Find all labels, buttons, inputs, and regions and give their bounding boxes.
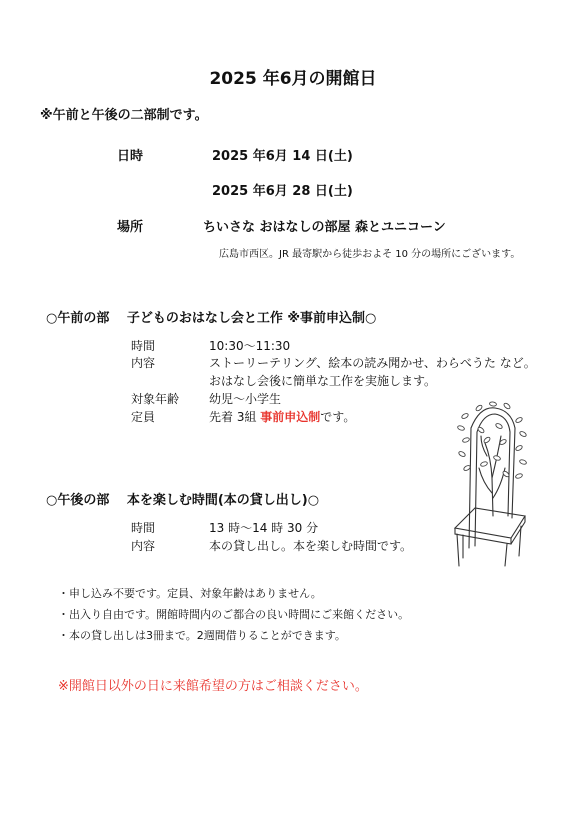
note-no-registration: ・申し込み不要です。定員、対象年齢はありません。 bbox=[58, 587, 322, 600]
subtitle-note: ※午前と午後の二部制です。 bbox=[40, 108, 208, 123]
date-2: 2025 年6月 28 日(土) bbox=[212, 184, 353, 199]
morning-time-label: 時間 bbox=[131, 339, 156, 353]
note-lending-limit: ・本の貸し出しは3冊まで。2週間借りることができます。 bbox=[58, 629, 346, 642]
afternoon-content: 本の貸し出し。本を楽しむ時間です。 bbox=[209, 539, 413, 553]
morning-content-line-2: おはなし会後に簡単な工作を実施します。 bbox=[209, 374, 437, 388]
access-note: 広島市西区。JR 最寄駅から徒歩およそ 10 分の場所にございます。 bbox=[219, 249, 521, 260]
morning-content-label: 内容 bbox=[131, 356, 156, 370]
capacity-text: 先着 3組 bbox=[209, 410, 261, 424]
date-1: 2025 年6月 14 日(土) bbox=[212, 149, 353, 164]
morning-age: 幼児～小学生 bbox=[209, 392, 282, 406]
afternoon-heading: ○午後の部 本を楽しむ時間(本の貸し出し)○ bbox=[46, 493, 320, 508]
place-name: ちいさな おはなしの部屋 森とユニコーン bbox=[203, 220, 446, 235]
date-label: 日時 bbox=[117, 149, 144, 164]
morning-heading: ○午前の部 子どものおはなし会と工作 ※事前申込制○ bbox=[46, 311, 377, 326]
chair-with-tree-icon bbox=[435, 398, 530, 568]
morning-content-line-1: ストーリーテリング、絵本の読み聞かせ、わらべうた など。 bbox=[209, 356, 536, 370]
place-label: 場所 bbox=[117, 220, 144, 235]
reservation-required-badge: 事前申込制 bbox=[260, 410, 321, 424]
morning-capacity bbox=[209, 408, 355, 425]
afternoon-time: 13 時～14 時 30 分 bbox=[209, 521, 319, 535]
morning-age-label: 対象年齢 bbox=[131, 392, 180, 406]
morning-time: 10:30～11:30 bbox=[209, 339, 291, 353]
afternoon-content-label: 内容 bbox=[131, 539, 156, 553]
note-free-entry: ・出入り自由です。開館時間内のご都合の良い時間にご来館ください。 bbox=[58, 608, 410, 621]
morning-capacity-label: 定員 bbox=[131, 410, 156, 424]
page-title: 2025 年6月の開館日 bbox=[209, 69, 377, 89]
footer-note: ※開館日以外の日に来館希望の方はご相談ください。 bbox=[58, 679, 368, 694]
capacity-suffix: です。 bbox=[320, 410, 356, 424]
afternoon-time-label: 時間 bbox=[131, 521, 156, 535]
